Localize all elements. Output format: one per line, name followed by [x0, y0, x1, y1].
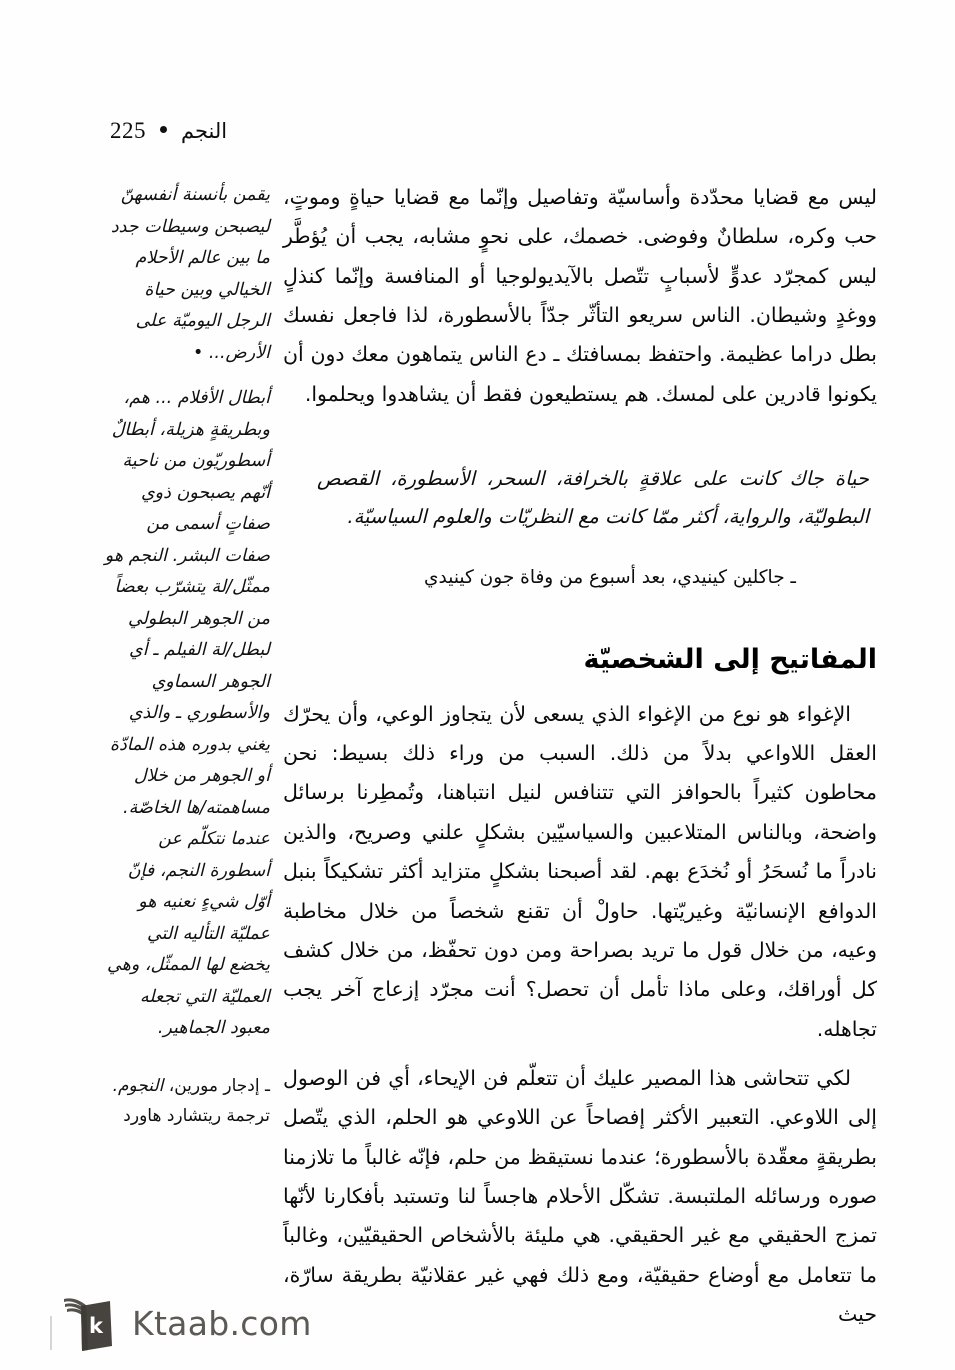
running-head: [110, 118, 370, 150]
pull-quote-attribution: ـ جاكلين كينيدي، بعد أسبوع من وفاة جون كينيدي: [424, 567, 796, 589]
bullet-dot-icon: [160, 126, 167, 133]
watermark: [62, 1292, 312, 1354]
watermark-text: Ktaab.com: [132, 1303, 312, 1343]
margin-note-paragraph: أبطال الأفلام ... هم، وبطريقةٍ هزيلة، أبطالٌ أسطوريّون من ناحية أنّهم يصبحون ذوي صفاتٍ أسمى من صفات البشر. النجم هو ممثّل/لة يتشرّب بعضاً من الجوهر البطولي لبطل/لة الفيلم ـ أي الجوهر السماوي والأسطوري ـ والذي يغني بدوره هذه المادّة أو الجوهر من خلال مساهمته/ها الخاصّة. عندما نتكلّم عن أسطورة النجم، فإنّ أوّل شيءٍ نعنيه هو عمليّة التأليه التي يخضع لها الممثّل، وهي العمليّة التي تجعله معبود الجماهير.: [104, 388, 270, 1038]
margin-note-author: ـ إدجار مورين،: [168, 1075, 270, 1096]
pull-quote: [283, 460, 877, 536]
body-paragraph: ليس مع قضايا محدّدة وأساسيّة وتفاصيل وإنّما مع قضايا حياةٍ وموتٍ، حب وكره، سلطانٌ وفوضى. خصمك، على نحوٍ مشابه، يجب أن يُؤطَّر ليس كمجرّد عدوٍّ لأسبابٍ تتّصل بالآيديولوجيا أو المنافسة وإنّما كنذلٍ ووغدٍ وشيطان. الناس سريعو التأثّر جدّاً بالأسطورة، لذا فاجعل نفسك بطل دراما عظيمة. واحتفظ بمسافتك ـ دع الناس يتماهون معك دون أن يكونوا قادرين على لمسك. هم يستطيعون فقط أن يشاهدوا ويحلموا.: [283, 185, 877, 406]
margin-note-translator: ترجمة ريتشارد هاورد: [123, 1105, 270, 1126]
open-book-icon: [62, 1292, 120, 1354]
margin-note-spacer: [104, 369, 270, 383]
pull-quote-text: حياة جاك كانت على علاقةٍ بالخرافة، السحر، الأسطورة، القصص البطوليّة، والرواية، أكثر ممّا كانت مع النظريّات والعلوم السياسيّة.: [317, 467, 869, 529]
section-heading: المفاتيح إلى الشخصيّة: [583, 643, 877, 675]
margin-note-attribution: [104, 1071, 270, 1132]
page-number: 225: [110, 118, 146, 143]
main-text-column: [283, 178, 877, 1334]
body-paragraph: الإغواء هو نوع من الإغواء الذي يسعى لأن يتجاوز الوعي، وأن يحرّك العقل اللاواعي بدلاً من ذلك. السبب من وراء ذلك بسيط: نحن محاطون كثيراً بالحوافز التي تتنافس لنيل انتباهنا، وتُمطِرنا برسائل واضحة، وبالناس المتلاعبين والسياسيّين بشكلٍ علني وصريح، والذين نادراً ما نُسحَرُ أو نُخدَع بهم. لقد أصبحنا بشكلٍ متزايد أكثر تشكيكاً بنبل الدوافع الإنسانيّة وغيريّتها. حاولْ أن تقنع شخصاً من خلال مخاطبة وعيه، من خلال قول ما تريد بصراحة ومن دون تحفّظ، من خلال كشف كل أوراقك، وعلى ماذا تأمل أن تحصل؟ أنت مجرّد إزعاج آخر يجب تجاهله.: [283, 701, 877, 1041]
page-edge-tick: [50, 1316, 52, 1350]
running-title: النجم: [181, 119, 228, 143]
margin-note-work-title: النجوم.: [112, 1075, 164, 1096]
margin-note: [104, 180, 270, 1131]
page-footer: [0, 1266, 955, 1370]
paragraph-spacer: [283, 1049, 877, 1059]
margin-note-paragraph: يقمن بأنسنة أنفسهنّ ليصبحن وسيطات جدد ما بين عالم الأحلام الخيالي وبين حياة الرجل اليوميّة على الأرض... •: [110, 185, 270, 363]
body-paragraph: لكي تتحاشى هذا المصير عليك أن تتعلّم فن الإيحاء، أي فن الوصول إلى اللاوعي. التعبير الأكثر إفصاحاً عن اللاوعي هو الحلم، الذي يتّصل بطريقةٍ معقّدة بالأسطورة؛ عندما نستيقظ من حلم، فإنّه غالباً ما تلازمنا صوره ورسائله الملتبسة. تشكّل الأحلام هاجساً لنا وتستبد بأفكارنا لأنّها تمزج الحقيقي مع غير الحقيقي. هي مليئة بالأشخاص الحقيقيّين، وغالباً ما تتعامل مع أوضاع حقيقيّة، ومع ذلك فهي غير عقلانيّة بطريقة سارّة، حيث: [283, 1065, 877, 1327]
watermark-letter: k: [89, 1314, 103, 1338]
